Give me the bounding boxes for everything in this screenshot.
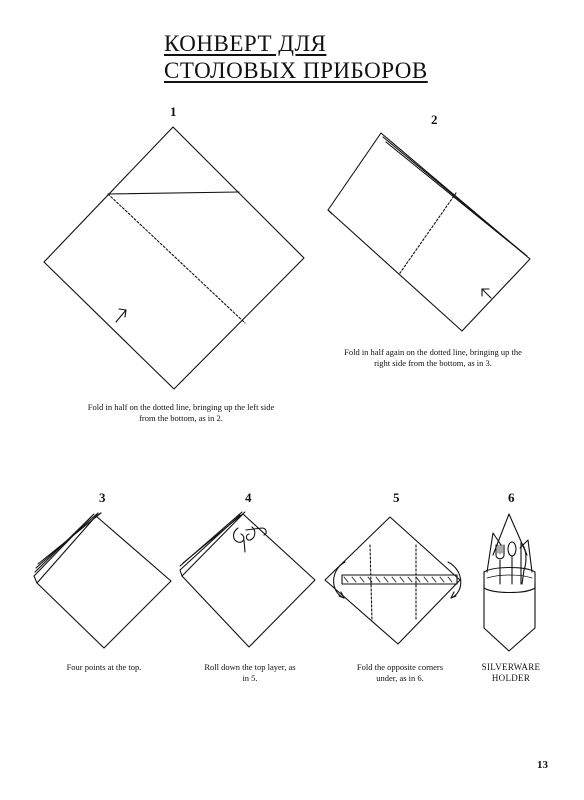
step-3-caption-line-1: Four points at the top.	[66, 662, 142, 672]
step-1-number: 1	[170, 104, 177, 119]
step-6-caption-line-1: SILVERWARE	[481, 662, 541, 672]
step-5-caption-line-2: under, as in 6.	[376, 673, 424, 683]
step-4-caption-line-1: Roll down the top layer, as	[204, 662, 296, 672]
step-1-diagram	[44, 127, 304, 389]
step-4-caption-line-2: in 5.	[242, 673, 258, 683]
step-2-caption	[318, 347, 548, 369]
step-1-caption	[56, 402, 306, 424]
step-2-caption-line-1: Fold in half again on the dotted line, bringing up the	[344, 347, 522, 357]
title-line-1: КОНВЕРТ ДЛЯ	[164, 31, 327, 56]
page-number: 13	[537, 759, 548, 771]
step-3-diagram	[34, 513, 171, 648]
step-1-caption-line-2: from the bottom, as in 2.	[139, 413, 223, 423]
step-5-number: 5	[393, 490, 400, 505]
step-4-caption	[190, 662, 310, 684]
step-5-diagram	[325, 517, 461, 644]
step-6-caption	[466, 662, 556, 684]
step-5-caption	[340, 662, 460, 684]
step-1-caption-line-1: Fold in half on the dotted line, bringing up the left side	[87, 402, 275, 412]
step-2-diagram	[328, 133, 530, 331]
step-5-caption-line-1: Fold the opposite corners	[356, 662, 444, 672]
step-2-number: 2	[431, 112, 438, 127]
step-4-number: 4	[245, 490, 252, 505]
step-3-number: 3	[99, 490, 106, 505]
step-3-caption	[44, 662, 164, 673]
step-6-number: 6	[508, 490, 515, 505]
step-6-diagram	[484, 514, 535, 651]
step-2-caption-line-2: right side from the bottom, as in 3.	[374, 358, 492, 368]
step-6-caption-line-2: HOLDER	[491, 673, 531, 683]
title-line-2: СТОЛОВЫХ ПРИБОРОВ	[164, 58, 428, 83]
step-4-diagram	[180, 512, 315, 647]
